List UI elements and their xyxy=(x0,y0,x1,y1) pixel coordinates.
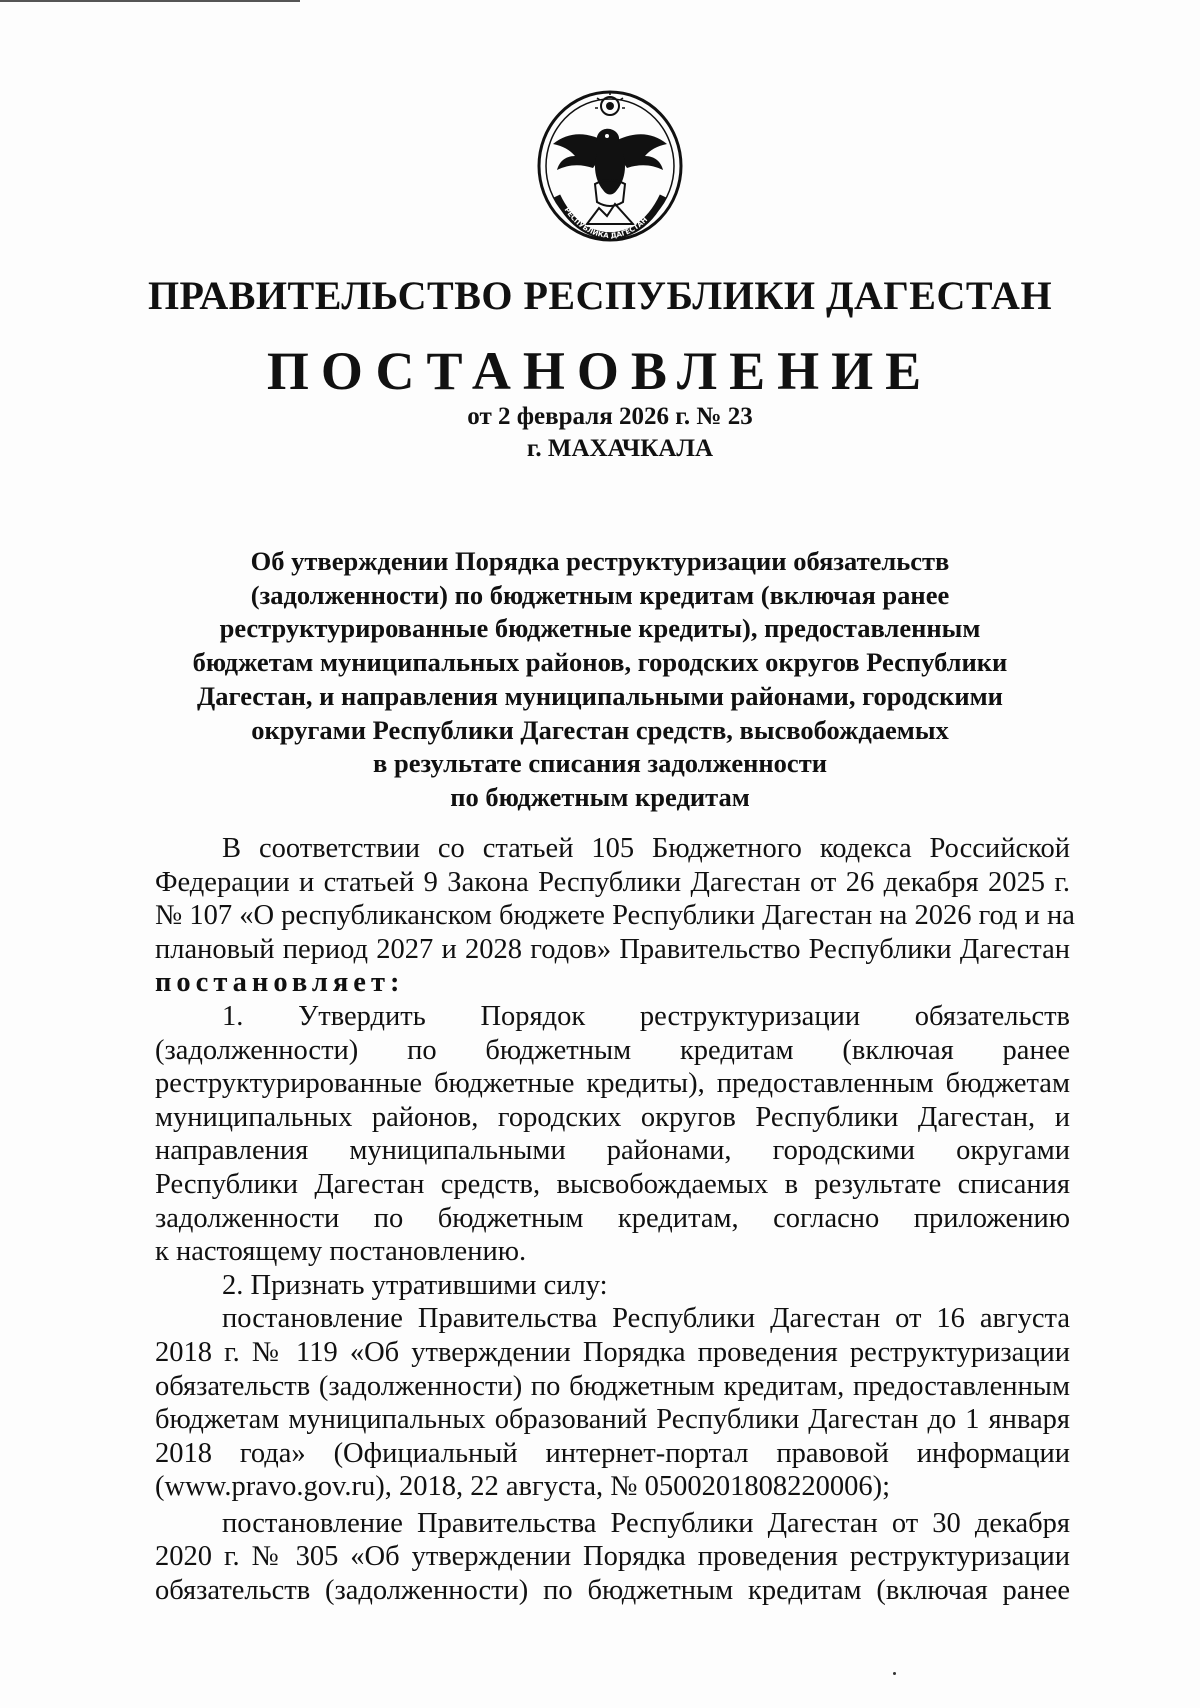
subject-line: Об утверждении Порядка реструктуризации обязательств xyxy=(250,546,950,576)
subject-line: реструктурированные бюджетные кредиты), предоставленным xyxy=(219,613,981,644)
preamble-line: В соответствии со статьей 105 Бюджетного кодекса Российской xyxy=(222,833,1070,864)
repeal1-line: 2018 г. № 119 «Об утверждении Порядка проведения реструктуризации xyxy=(155,1336,1070,1368)
repeal1-line: 2018 года» (Официальный интернет-портал правовой информации xyxy=(155,1437,1070,1469)
subject-line: в результате списания задолженности xyxy=(373,748,827,779)
preamble-line: № 107 «О республиканском бюджете Республики Дагестан на 2026 год и на xyxy=(155,900,1075,932)
scan-edge-line xyxy=(0,0,300,2)
item1-line: Республики Дагестан средств, высвобождаемых в результате списания xyxy=(155,1168,1070,1200)
city: г. МАХАЧКАЛА xyxy=(526,435,714,462)
subject-line: округами Республики Дагестан средств, высвобождаемых xyxy=(251,714,949,745)
item1-line: 1. Утвердить Порядок реструктуризации обязательств xyxy=(222,1000,1070,1032)
government-title: ПРАВИТЕЛЬСТВО РЕСПУБЛИКИ ДАГЕСТАН xyxy=(147,273,1053,318)
item1-line: задолженности по бюджетным кредитам, согласно приложению xyxy=(155,1202,1070,1234)
subject-line: по бюджетным кредитам xyxy=(450,781,750,812)
preamble-line: плановый период 2027 и 2028 годов» Правительство Республики Дагестан xyxy=(155,933,1070,965)
resolves-word: постановляет: xyxy=(155,967,405,999)
document-type: ПОСТАНОВЛЕНИЕ xyxy=(266,341,934,401)
subject-line: (задолженности) по бюджетным кредитам (включая ранее xyxy=(250,579,950,610)
repeal2-line: 2020 г. № 305 «Об утверждении Порядка проведения реструктуризации xyxy=(155,1541,1070,1573)
item1-line: к настоящему постановлению. xyxy=(155,1236,527,1268)
repeal1-line: обязательств (задолженности) по бюджетным кредитам, предоставленным xyxy=(155,1370,1070,1402)
preamble-line: Федерации и статьей 9 Закона Республики Дагестан от 26 декабря 2025 г. xyxy=(155,866,1070,898)
item1-line: направления муниципальными районами, городскими округами xyxy=(155,1135,1070,1167)
item1-line: (задолженности) по бюджетным кредитам (включая ранее xyxy=(155,1034,1070,1066)
repeal2-line: постановление Правительства Республики Дагестан от 30 декабря xyxy=(222,1507,1070,1539)
subject-line: бюджетам муниципальных районов, городских округов Республики xyxy=(192,647,1008,678)
repeal2-line: обязательств (задолженности) по бюджетным кредитам (включая ранее xyxy=(155,1575,1070,1607)
document-body xyxy=(155,832,1075,1608)
scan-speck xyxy=(893,1672,896,1675)
item2-heading: 2. Признать утратившими силу: xyxy=(222,1269,608,1301)
repeal1-line: постановление Правительства Республики Дагестан от 16 августа xyxy=(222,1303,1070,1335)
subject-line: Дагестан, и направления муниципальными районами, городскими xyxy=(197,680,1003,711)
document-subject xyxy=(150,545,1050,815)
item1-line: муниципальных районов, городских округов Республики Дагестан, и xyxy=(155,1101,1070,1133)
repeal1-line: бюджетам муниципальных образований Республики Дагестан до 1 января xyxy=(155,1404,1070,1436)
item1-line: реструктурированные бюджетные кредиты), предоставленным бюджетам xyxy=(155,1068,1070,1100)
dagestan-coat-of-arms-icon xyxy=(535,84,685,244)
emblem-ribbon-text: РЕСПУБЛИКА ДАГЕСТАН xyxy=(562,206,650,241)
date-number: от 2 февраля 2026 г. № 23 xyxy=(467,403,753,430)
repeal1-line: (www.pravo.gov.ru), 2018, 22 августа, № 0500201808220006); xyxy=(155,1471,891,1503)
